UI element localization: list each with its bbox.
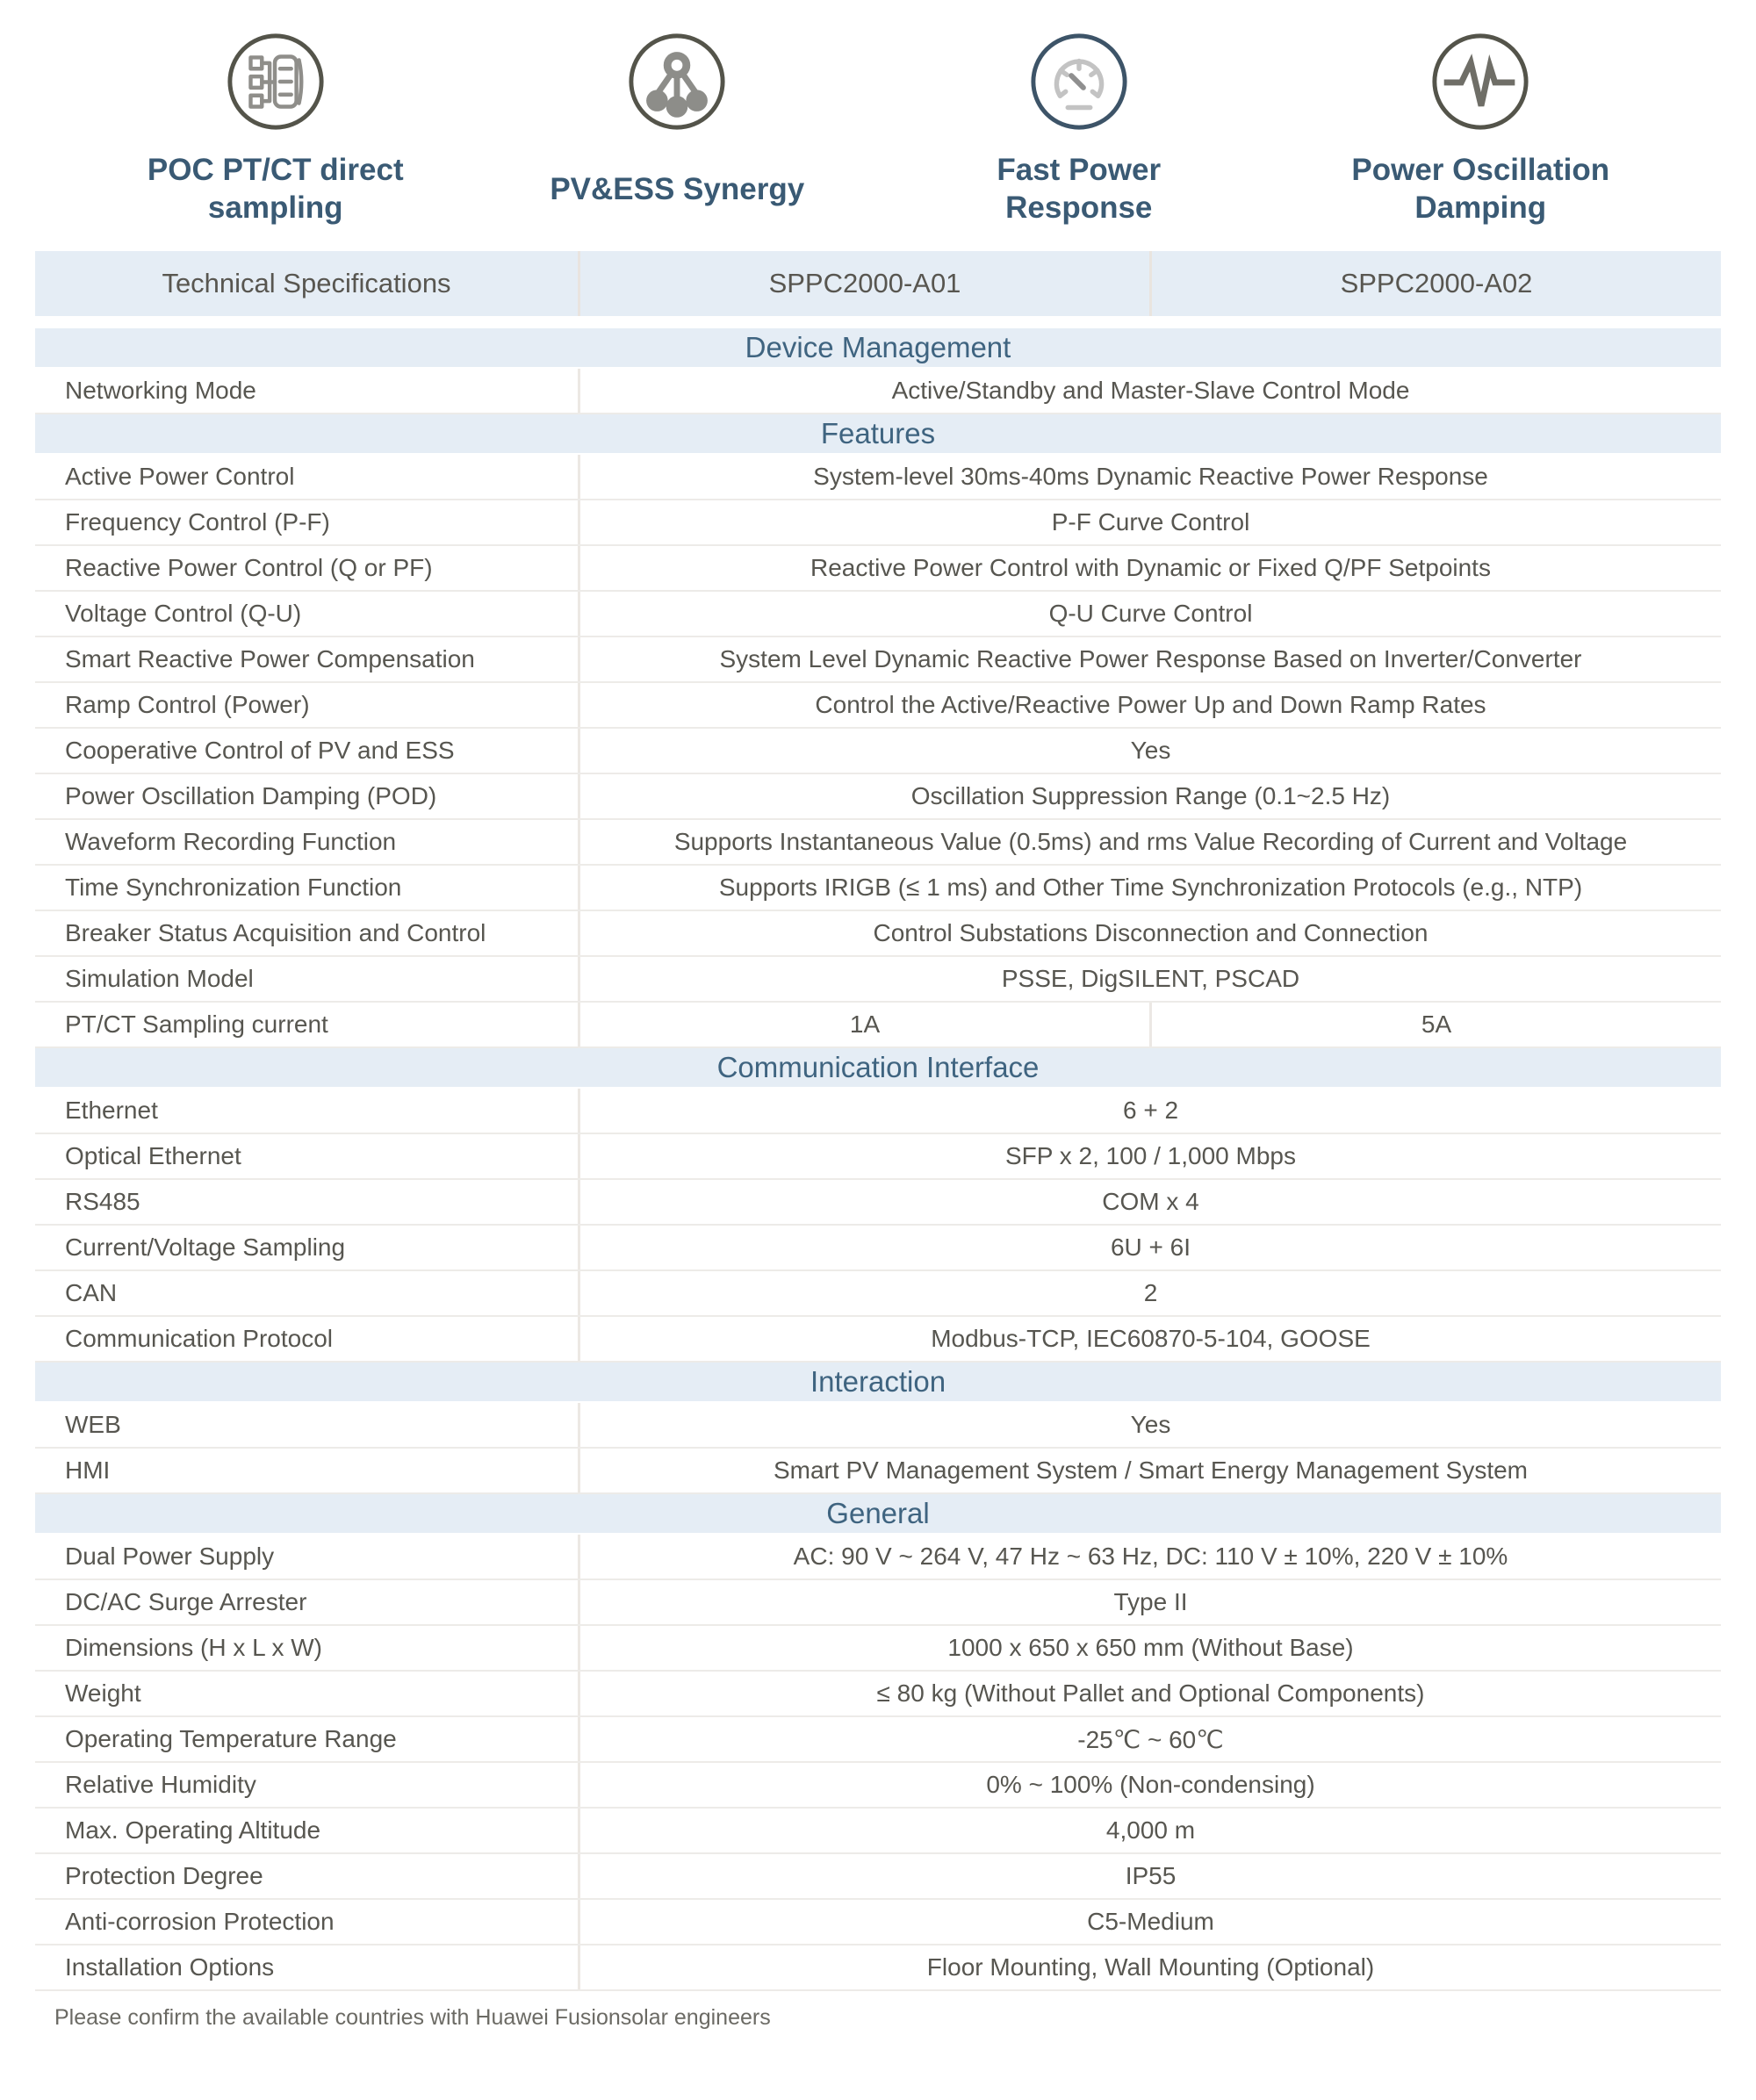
spec-value: SFP x 2, 100 / 1,000 Mbps [578, 1134, 1721, 1178]
spec-row [35, 546, 1721, 592]
spec-value: 6U + 6I [578, 1226, 1721, 1269]
spec-label: Current/Voltage Sampling [65, 1233, 346, 1261]
spec-row [35, 1580, 1721, 1626]
feature-banner [0, 0, 1756, 235]
spec-table [35, 251, 1721, 1991]
spec-label: DC/AC Surge Arrester [65, 1588, 307, 1615]
section-header: Features [35, 414, 1721, 455]
spec-label: Relative Humidity [65, 1771, 256, 1798]
spec-label: HMI [65, 1456, 111, 1484]
spec-value: Active/Standby and Master-Slave Control Mode [578, 369, 1721, 413]
spec-label: Installation Options [65, 1953, 275, 1981]
spec-label: Frequency Control (P-F) [65, 508, 330, 536]
spec-row [35, 455, 1721, 500]
table-header-row [35, 251, 1721, 316]
network-nodes-icon [625, 30, 729, 133]
banner-item-fast-power-response [878, 30, 1280, 235]
spec-label: Ethernet [65, 1097, 158, 1124]
spec-row [35, 1535, 1721, 1580]
spec-row [35, 1226, 1721, 1271]
spec-row [35, 592, 1721, 637]
spec-label: Networking Mode [65, 377, 256, 404]
header-model-sppc2000-a02: SPPC2000-A02 [1149, 251, 1721, 316]
spec-value: 6 + 2 [578, 1089, 1721, 1133]
spec-value: System Level Dynamic Reactive Power Response Based on Inverter/Converter [578, 637, 1721, 681]
spec-value: Supports IRIGB (≤ 1 ms) and Other Time Synchronization Protocols (e.g., NTP) [578, 866, 1721, 910]
header-technical-specifications: Technical Specifications [162, 268, 451, 298]
spec-row [35, 683, 1721, 729]
spec-value: 2 [578, 1271, 1721, 1315]
spec-label: Cooperative Control of PV and ESS [65, 737, 455, 764]
spec-label: Operating Temperature Range [65, 1725, 397, 1752]
spec-label: Protection Degree [65, 1862, 263, 1889]
spec-row [35, 1089, 1721, 1134]
spec-value: 0% ~ 100% (Non-condensing) [578, 1763, 1721, 1807]
spec-label: Communication Protocol [65, 1325, 334, 1352]
spec-label: Breaker Status Acquisition and Control [65, 919, 486, 946]
spec-value: PSSE, DigSILENT, PSCAD [578, 957, 1721, 1001]
spec-value: IP55 [578, 1854, 1721, 1898]
section-header: Interaction [35, 1363, 1721, 1403]
banner-label: PV&ESS Synergy [550, 171, 805, 206]
spec-label: PT/CT Sampling current [65, 1010, 328, 1038]
spec-value: 1000 x 650 x 650 mm (Without Base) [578, 1626, 1721, 1670]
spec-row [35, 911, 1721, 957]
spec-row [35, 957, 1721, 1003]
spec-value: Supports Instantaneous Value (0.5ms) and rms Value Recording of Current and Voltage [578, 820, 1721, 864]
spec-label: Weight [65, 1679, 141, 1707]
spec-table-sections [35, 328, 1721, 1991]
spec-value: Control Substations Disconnection and Connection [578, 911, 1721, 955]
spec-row [35, 1763, 1721, 1809]
spec-label: Simulation Model [65, 965, 254, 992]
spec-row [35, 1900, 1721, 1945]
spec-value: Yes [578, 1403, 1721, 1447]
spec-label: RS485 [65, 1188, 140, 1215]
spec-label: Smart Reactive Power Compensation [65, 645, 475, 672]
banner-label: POC PT/CT direct sampling [147, 153, 404, 225]
spec-value: -25℃ ~ 60℃ [578, 1717, 1721, 1761]
spec-row [35, 1626, 1721, 1672]
spec-row [35, 866, 1721, 911]
spec-value: Oscillation Suppression Range (0.1~2.5 Hz) [578, 774, 1721, 818]
spec-row [35, 820, 1721, 866]
spec-value: 4,000 m [578, 1809, 1721, 1852]
org-chart-icon [224, 30, 327, 133]
spec-value: System-level 30ms-40ms Dynamic Reactive Power Response [578, 455, 1721, 499]
banner-item-power-oscillation-damping [1280, 30, 1682, 235]
spec-row [35, 1717, 1721, 1763]
spec-label: Reactive Power Control (Q or PF) [65, 554, 433, 581]
spec-row [35, 1134, 1721, 1180]
banner-label: Fast Power Response [997, 153, 1162, 225]
spec-label: Time Synchronization Function [65, 874, 402, 901]
gauge-icon [1027, 30, 1131, 133]
pulse-icon [1429, 30, 1532, 133]
spec-label: CAN [65, 1279, 118, 1306]
spec-row [35, 1271, 1721, 1317]
spec-row [35, 1403, 1721, 1449]
spec-value: Floor Mounting, Wall Mounting (Optional) [578, 1945, 1721, 1989]
spec-label: Optical Ethernet [65, 1142, 241, 1169]
section-header: Device Management [35, 328, 1721, 369]
spec-value-a02: 5A [1149, 1003, 1721, 1046]
banner-item-poc-sampling [75, 30, 477, 235]
spec-row [35, 1672, 1721, 1717]
spec-label: Active Power Control [65, 463, 295, 490]
spec-value: Reactive Power Control with Dynamic or Fixed Q/PF Setpoints [578, 546, 1721, 590]
section-header: General [35, 1494, 1721, 1535]
spec-value: Smart PV Management System / Smart Energy Management System [578, 1449, 1721, 1492]
spec-label: Ramp Control (Power) [65, 691, 310, 718]
spec-label: WEB [65, 1411, 121, 1438]
spec-value: AC: 90 V ~ 264 V, 47 Hz ~ 63 Hz, DC: 110 V ± 10%, 220 V ± 10% [578, 1535, 1721, 1579]
spec-row [35, 774, 1721, 820]
spec-row [35, 369, 1721, 414]
spec-value: P-F Curve Control [578, 500, 1721, 544]
spec-label: Max. Operating Altitude [65, 1816, 321, 1844]
spec-row [35, 1180, 1721, 1226]
spec-value: Yes [578, 729, 1721, 773]
spec-row [35, 637, 1721, 683]
spec-value: Control the Active/Reactive Power Up and Down Ramp Rates [578, 683, 1721, 727]
spec-value-a01: 1A [578, 1003, 1149, 1046]
spec-value: Modbus-TCP, IEC60870-5-104, GOOSE [578, 1317, 1721, 1361]
banner-label: Power Oscillation Damping [1351, 153, 1610, 225]
spec-value: Type II [578, 1580, 1721, 1624]
banner-item-pv-ess-synergy [477, 30, 879, 235]
spec-row [35, 1449, 1721, 1494]
spec-label: Dual Power Supply [65, 1543, 275, 1570]
spec-value: Q-U Curve Control [578, 592, 1721, 636]
spec-label: Anti-corrosion Protection [65, 1908, 335, 1935]
spec-row [35, 729, 1721, 774]
spec-label: Voltage Control (Q-U) [65, 600, 302, 627]
spec-value: C5-Medium [578, 1900, 1721, 1944]
spec-row [35, 500, 1721, 546]
header-model-sppc2000-a01: SPPC2000-A01 [578, 251, 1149, 316]
spec-row [35, 1317, 1721, 1363]
spec-row [35, 1854, 1721, 1900]
spec-row [35, 1809, 1721, 1854]
spec-row [35, 1945, 1721, 1991]
spec-value: COM x 4 [578, 1180, 1721, 1224]
spec-label: Dimensions (H x L x W) [65, 1634, 323, 1661]
spec-value: ≤ 80 kg (Without Pallet and Optional Components) [578, 1672, 1721, 1715]
spec-row [35, 1003, 1721, 1048]
footer-note: Please confirm the available countries with Huawei Fusionsolar engineers [54, 2005, 771, 2030]
spec-label: Power Oscillation Damping (POD) [65, 782, 437, 809]
spec-label: Waveform Recording Function [65, 828, 397, 855]
section-header: Communication Interface [35, 1048, 1721, 1089]
header-gap [35, 316, 1721, 328]
